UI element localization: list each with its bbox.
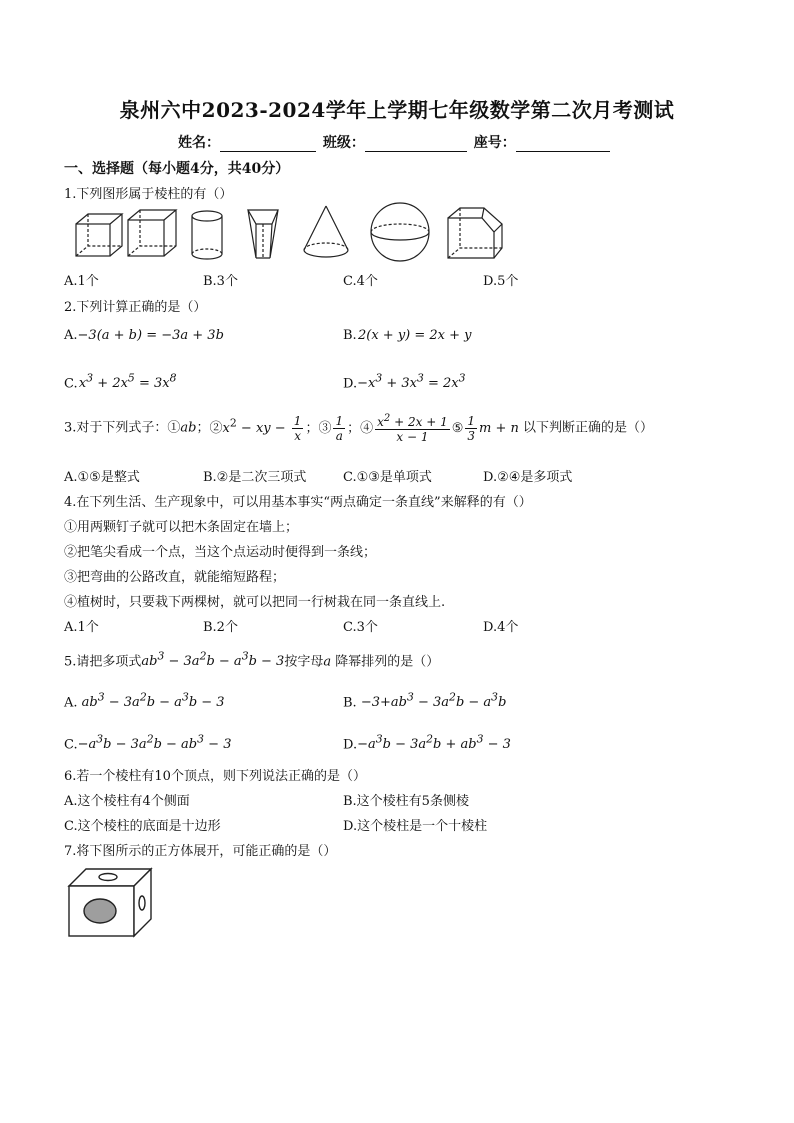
q6-option-d[interactable]: D.这个棱柱是一个十棱柱 [343,819,488,834]
formula-4: ④ $\frac{x^2 + 2x + 1}{x - 1}$ [360,413,448,444]
page-title: 泉州六中2023-2024学年上学期七年级数学第二次月考测试 [119,98,675,122]
cylinder-icon [192,211,222,259]
q4-item-3: ③把弯曲的公路改直，就能缩短路程； [64,570,286,585]
option-letter: B. [343,328,357,343]
q5-stem [64,650,439,669]
q7-stem: 7.将下图所示的正方体展开，可能正确的是（） [64,844,337,859]
q5-option-a[interactable]: A. $ab^3 - 3a^2b - a^3b - 3$ [64,691,225,711]
q1-option-b[interactable]: B.3个 [203,274,238,289]
formula-2: $②x^2$ − xy − $\frac{1}{x}$ ； [209,413,319,443]
cube-icon [128,210,176,256]
q4-stem: 4.在下列生活、生产现象中，可以用基本事实“两点确定一条直线”来解释的有（） [64,495,532,510]
q5-middle: 按字母 [284,654,324,670]
q2-option-b[interactable] [343,328,472,343]
name-blank[interactable] [220,137,316,152]
q1-option-c[interactable]: C.4个 [343,274,378,289]
q4-item-1: ①用两颗钉子就可以把木条固定在墙上； [64,520,299,535]
formula: $x^3 + 2x^5 = 3x^8$ [77,372,177,392]
seat-label: 座号： [473,135,516,151]
option-letter: C. [64,376,78,392]
q4-option-c[interactable]: C.3个 [343,620,378,635]
q3-suffix: 以下判断正确的是（） [523,420,654,436]
q5-option-c[interactable]: $C.-a^3b - 3a^2b - ab^3 - 3$ [64,733,232,753]
q2-option-c[interactable] [64,372,176,391]
polynomial: $ab^3 - 3a^2b - a^3b - 3$ [141,650,285,670]
student-info-row [178,132,612,152]
q3-option-b[interactable]: B.②是二次三项式 [203,470,307,485]
q2-option-d[interactable] [343,372,466,391]
q1-option-d[interactable]: D.5个 [483,274,519,289]
q6-option-a[interactable]: A.这个棱柱有4个侧面 [64,794,190,809]
q5-letter: a [323,654,332,670]
class-label: 班级： [322,135,365,151]
name-label: 姓名： [178,135,220,151]
formula: 2(x + y) = 2x + y [356,328,472,343]
q3-option-a[interactable]: A.①⑤是整式 [64,470,140,485]
q1-shapes [70,202,510,264]
q6-option-c[interactable]: C.这个棱柱的底面是十边形 [64,819,221,834]
q5-suffix: 降幂排列的是（） [335,654,440,670]
section-heading: 一、选择题（每小题4分，共40分） [64,161,290,177]
option-letter: D. [343,376,358,392]
q3-option-d[interactable]: D.②④是多项式 [483,470,573,485]
cone-icon [304,206,348,257]
seat-blank[interactable] [516,137,610,152]
q3-prefix: 3.对于下列式子： [64,420,168,436]
q3-stem [64,412,653,444]
formula-5: ⑤ $\frac{1}{3}$ m + n [451,413,519,443]
q4-option-a[interactable]: A.1个 [64,620,99,635]
formula: −3(a + b) = −3a + 3b [77,328,224,343]
q4-option-b[interactable]: B.2个 [203,620,238,635]
q2-option-a[interactable] [64,328,224,343]
cube-icon [76,214,122,256]
q4-item-2: ②把笔尖看成一个点，当这个点运动时便得到一条线； [64,545,377,560]
q6-stem: 6.若一个棱柱有10个顶点，则下列说法正确的是（） [64,769,366,784]
sphere-icon [371,203,429,261]
cube-with-holes-icon [66,866,156,940]
class-blank[interactable] [365,137,467,152]
q2-stem: 2.下列计算正确的是（） [64,300,207,315]
option-letter: A. [64,328,78,343]
q4-item-4: ④植树时，只要栽下两棵树，就可以把同一行树栽在同一条直线上. [64,595,446,610]
q1-option-a[interactable]: A.1个 [64,274,99,289]
pentagonal-prism-icon [248,210,278,258]
formula-1: ①ab； [167,420,210,436]
q3-option-c[interactable]: C.①③是单项式 [343,470,432,485]
q4-option-d[interactable]: D.4个 [483,620,519,635]
q1-stem: 1.下列图形属于棱柱的有（） [64,187,233,202]
q5-prefix: 5.请把多项式 [64,654,142,670]
formula-3: ③ $\frac{1}{a}$ ； [318,413,361,443]
q5-option-b[interactable]: B. $-3+ab^3 - 3a^2b - a^3b$ [343,691,507,711]
cut-cube-icon [448,208,502,258]
q6-option-b[interactable]: B.这个棱柱有5条侧棱 [343,794,469,809]
q5-option-d[interactable]: $D.-a^3b - 3a^2b + ab^3 - 3$ [343,733,511,753]
formula: $-x^3 + 3x^3 = 2x^3$ [357,372,466,392]
